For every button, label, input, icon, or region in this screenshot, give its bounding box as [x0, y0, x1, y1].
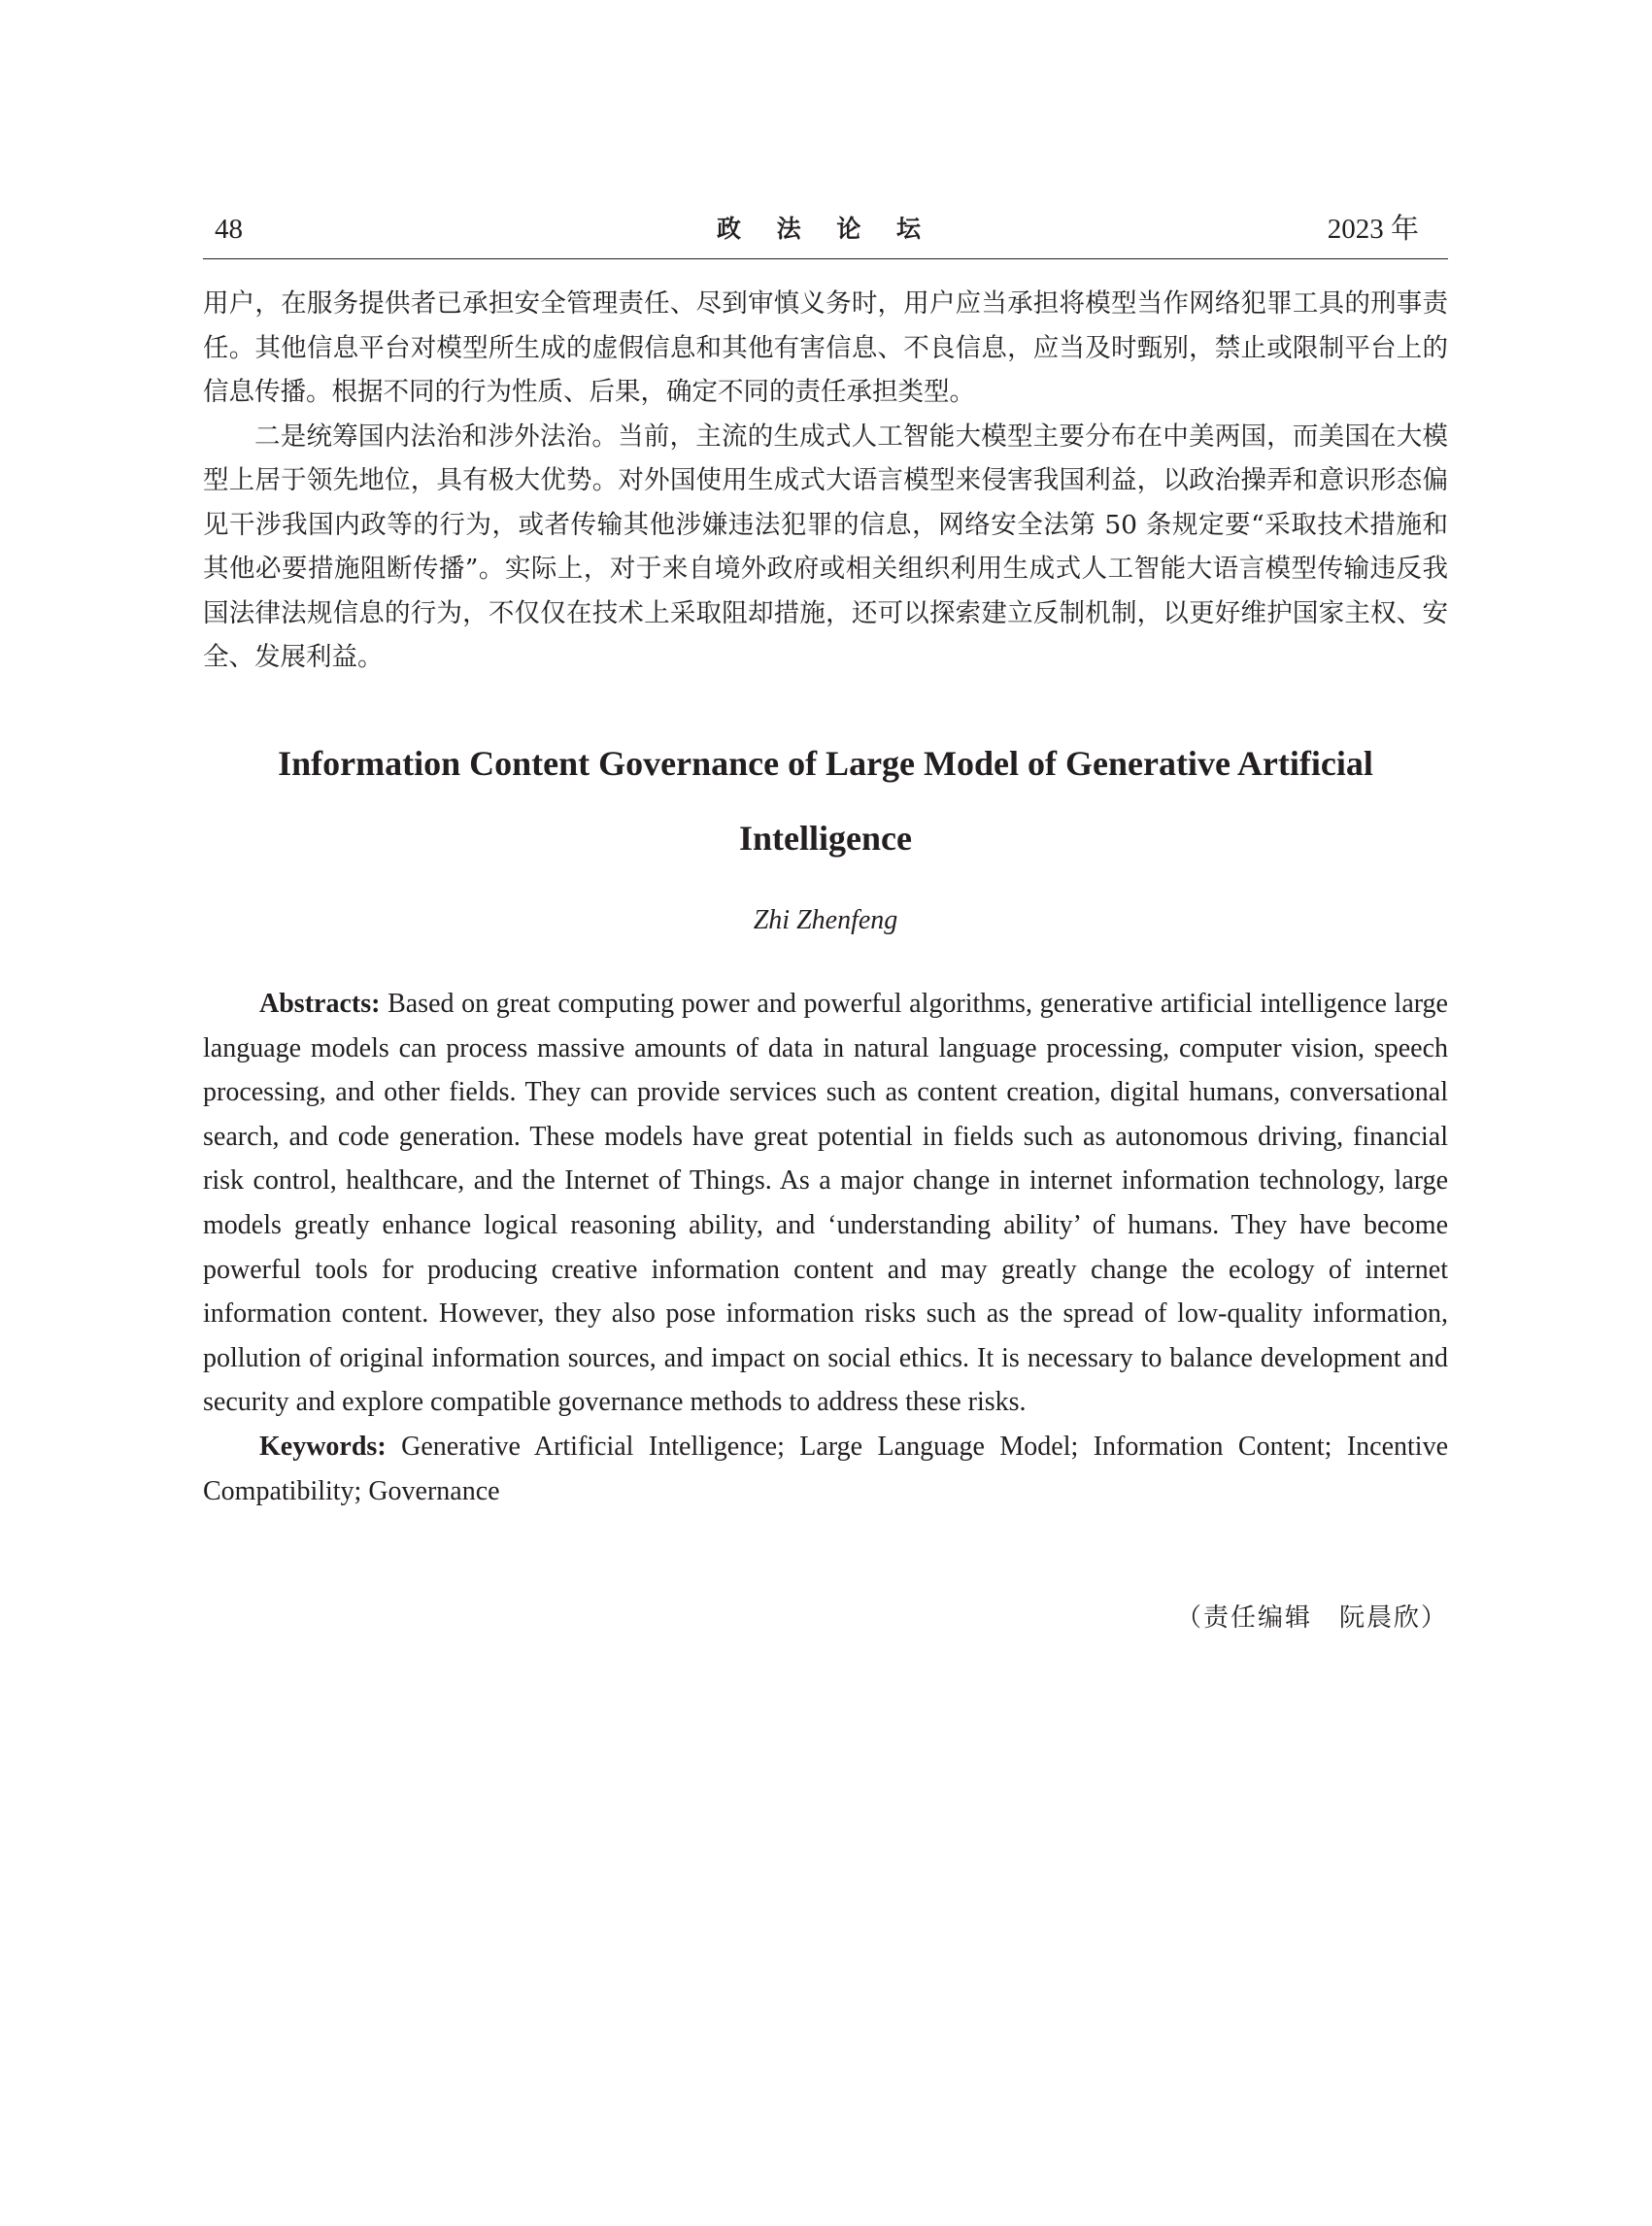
body-paragraph: 二是统筹国内法治和涉外法治。当前，主流的生成式人工智能大模型主要分布在中美两国，而美国在大模型上居于领先地位，具有极大优势。对外国使用生成式大语言模型来侵害我国利益，以政治操弄和意识形态偏见干涉我国内政等的行为，或者传输其他涉嫌违法犯罪的信息，网络安全法第 50 条规定要“采取技术措施和其他必要措施阻断传播”。实际上，对于来自境外政府或相关组织利用生成式人工智能大语言模型传输违反我国法律法规信息的行为，不仅仅在技术上采取阻却措施，还可以探索建立反制机制，以更好维护国家主权、安全、发展利益。 [203, 421, 1448, 672]
english-author: Zhi Zhenfeng [753, 905, 898, 935]
abstract-text: Based on great computing power and powerful algorithms, generative artificial intelligence large language models can process massive amounts of data in natural language processing, computer vision, speech processing, and other fields. They can provide services such as content creation, digital humans, conversational search, and code generation. These models have great potential in fields such as autonomous driving, financial risk control, healthcare, and the Internet of Things. As a major change in internet information technology, large models greatly enhance logical reasoning ability, and ‘understanding ability’ of humans. They have become powerful tools for producing creative information content and may greatly change the ecology of internet information content. However, they also pose information risks such as the spread of low-quality information, pollution of original information sources, and impact on social ethics. It is necessary to balance development and security and explore compatible governance methods to address these risks. [203, 989, 1448, 1418]
page-number: 48 [215, 214, 243, 245]
journal-year: 2023 年 [1327, 214, 1419, 245]
chinese-body-text [203, 282, 1448, 680]
body-paragraph: 用户，在服务提供者已承担安全管理责任、尽到审慎义务时，用户应当承担将模型当作网络犯罪工具的刑事责任。其他信息平台对模型所生成的虚假信息和其他有害信息、不良信息，应当及时甄别，禁止或限制平台上的信息传播。根据不同的行为性质、后果，确定不同的责任承担类型。 [203, 288, 1448, 407]
journal-name: 政 法 论 坛 [716, 215, 935, 243]
english-title: Information Content Governance of Large Model of Generative Artificial Intelligence [278, 744, 1373, 858]
keywords-text: Generative Artificial Intelligence; Large Language Model; Information Content; Incentive Compatibility; Governance [203, 1431, 1448, 1506]
abstract-paragraph [203, 982, 1448, 1425]
editor-credit: （责任编辑 阮晨欣） [1175, 1603, 1448, 1633]
english-abstract-block [203, 982, 1448, 1513]
abstract-label: Abstracts: [259, 989, 381, 1019]
running-header [203, 212, 1448, 259]
keywords-label: Keywords: [259, 1431, 387, 1462]
keywords-paragraph [203, 1425, 1448, 1513]
